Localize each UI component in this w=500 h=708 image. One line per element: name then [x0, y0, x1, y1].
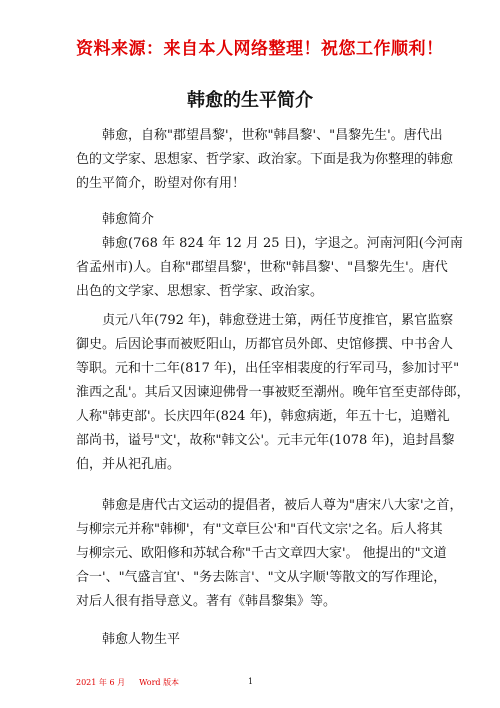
text-line: 对后人很有指导意义。著有《韩昌黎集》等。 — [76, 594, 337, 609]
page-title: 韩愈的生平简介 — [187, 90, 313, 111]
text-line: 贞元八年(792 年)，韩愈登进士第，两任节度推官，累官监察 — [102, 313, 454, 328]
text-line: 的生平简介，盼望对你有用！ — [76, 176, 246, 191]
text-line: 合一'、"气盛言宜'、"务去陈言'、"文从字顺'等散文的写作理论， — [76, 570, 447, 585]
text-line: 伯，并从祀孔庙。 — [76, 457, 181, 472]
intro-paragraph — [76, 124, 454, 196]
paragraph-career — [76, 309, 470, 477]
text-line: 与柳宗元并称"韩柳'，有"文章巨公'和"百代文宗'之名。后人将其 — [76, 522, 443, 537]
text-line: 等职。元和十二年(817 年)，出任宰相裴度的行军司马，参加讨平" — [76, 361, 460, 376]
footer-version: Word 版本 — [139, 678, 180, 687]
text-line: 人称"韩吏部'。长庆四年(824 年)，韩愈病逝，年五十七，追赠礼 — [76, 409, 450, 424]
paragraph-legacy — [76, 494, 463, 614]
text-line: 淮西之乱'。其后又因谏迎佛骨一事被贬至潮州。晚年官至吏部侍郎， — [76, 385, 470, 400]
footer-date: 2021 年 6 月 — [76, 678, 126, 687]
footer-meta — [76, 677, 179, 688]
text-line: 部尚书，谥号"文'，故称"韩文公'。元丰元年(1078 年)，追封昌黎 — [76, 433, 455, 448]
text-line: 韩愈，自称"郡望昌黎'，世称"韩昌黎'、"昌黎先生'。唐代出 — [102, 128, 443, 143]
text-line: 省孟州市)人。自称"郡望昌黎'，世称"韩昌黎'、"昌黎先生'。唐代 — [76, 260, 448, 275]
section-heading-intro: 韩愈简介 — [102, 212, 155, 227]
page-number: 1 — [248, 677, 254, 686]
text-line: 韩愈(768 年 824 年 12 月 25 日)，字退之。河南河阳(今河南 — [102, 236, 463, 251]
text-line: 御史。后因论事而被贬阳山，历都官员外郎、史馆修撰、中书舍人 — [76, 337, 454, 352]
text-line: 与柳宗元、欧阳修和苏轼合称"千古文章四大家'。 他提出的"文道 — [76, 546, 447, 561]
text-line: 出色的文学家、思想家、哲学家、政治家。 — [76, 284, 324, 299]
paragraph-biography — [76, 232, 463, 304]
text-line: 色的文学家、思想家、哲学家、政治家。下面是我为你整理的韩愈 — [76, 152, 454, 167]
section-heading-life: 韩愈人物生平 — [102, 632, 181, 647]
source-banner: 资料来源：来自本人网络整理！祝您工作顺利！ — [76, 39, 444, 59]
text-line: 韩愈是唐代古文运动的提倡者，被后人尊为"唐宋八大家'之首， — [102, 498, 463, 513]
